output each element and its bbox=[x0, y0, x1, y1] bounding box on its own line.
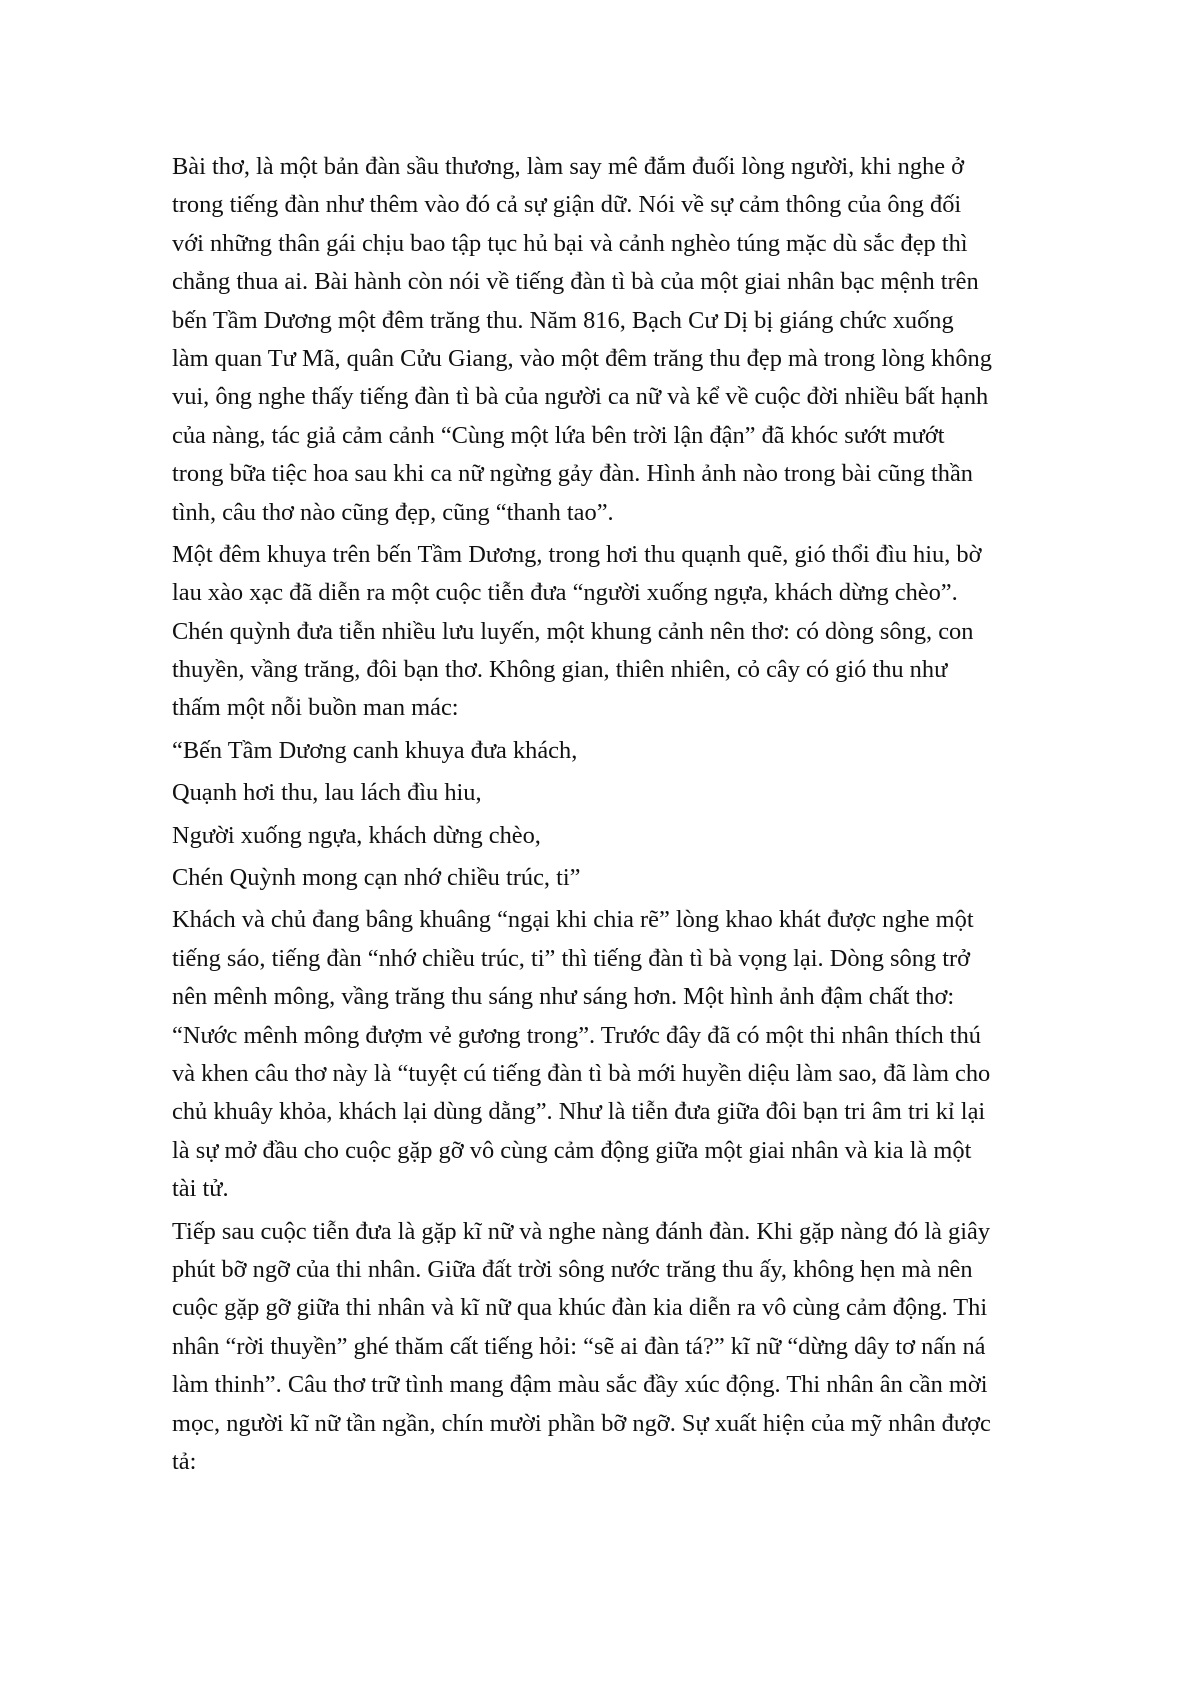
text-line: tiếng sáo, tiếng đàn “nhớ chiều trúc, ti” thì tiếng đàn tì bà vọng lại. Dòng sông trở bbox=[172, 944, 970, 972]
text-line: và khen câu thơ này là “tuyệt cú tiếng đàn tì bà mới huyền diệu làm sao, đã làm cho bbox=[172, 1059, 991, 1087]
text-line: phút bỡ ngỡ của thi nhân. Giữa đất trời sông nước trăng thu ấy, không hẹn mà nên bbox=[172, 1255, 973, 1283]
verse-line: Chén Quỳnh mong cạn nhớ chiều trúc, ti” bbox=[172, 864, 581, 892]
text-line: làm quan Tư Mã, quân Cửu Giang, vào một đêm trăng thu đẹp mà trong lòng không bbox=[172, 344, 992, 372]
text-line: với những thân gái chịu bao tập tục hủ bại và cảnh nghèo túng mặc dù sắc đẹp thì bbox=[172, 229, 968, 257]
paragraph-intro bbox=[172, 148, 1064, 532]
text-line: là sự mở đầu cho cuộc gặp gỡ vô cùng cảm động giữa một giai nhân và kia là một bbox=[172, 1136, 972, 1164]
text-line: Khách và chủ đang bâng khuâng “ngại khi chia rẽ” lòng khao khát được nghe một bbox=[172, 906, 974, 934]
text-line: làm thinh”. Câu thơ trữ tình mang đậm màu sắc đầy xúc động. Thi nhân ân cần mời bbox=[172, 1371, 988, 1399]
text-line: thấm một nỗi buồn man mác: bbox=[172, 694, 459, 722]
verse-line: Quạnh hơi thu, lau lách đìu hiu, bbox=[172, 779, 482, 807]
verse-line: “Bến Tầm Dương canh khuya đưa khách, bbox=[172, 736, 578, 764]
text-line: lau xào xạc đã diễn ra một cuộc tiễn đưa “người xuống ngựa, khách dừng chèo”. bbox=[172, 579, 958, 607]
text-line: vui, ông nghe thấy tiếng đàn tì bà của người ca nữ và kể về cuộc đời nhiều bất hạnh bbox=[172, 383, 989, 411]
text-line: chủ khuây khỏa, khách lại dùng dằng”. Như là tiễn đưa giữa đôi bạn tri âm tri kỉ lại bbox=[172, 1098, 986, 1126]
poem-verse-3 bbox=[172, 817, 1064, 855]
text-line: Một đêm khuya trên bến Tầm Dương, trong hơi thu quạnh quẽ, gió thổi đìu hiu, bờ bbox=[172, 540, 982, 568]
text-line: chẳng thua ai. Bài hành còn nói về tiếng đàn tì bà của một giai nhân bạc mệnh trên bbox=[172, 268, 979, 296]
text-line: tả: bbox=[172, 1447, 197, 1475]
text-line: thuyền, vầng trăng, đôi bạn thơ. Không gian, thiên nhiên, cỏ cây có gió thu như bbox=[172, 656, 948, 684]
paragraph-meeting bbox=[172, 1213, 1064, 1482]
text-line: Chén quỳnh đưa tiễn nhiều lưu luyến, một khung cảnh nên thơ: có dòng sông, con bbox=[172, 617, 974, 645]
text-line: trong bữa tiệc hoa sau khi ca nữ ngừng gảy đàn. Hình ảnh nào trong bài cũng thần bbox=[172, 460, 973, 488]
text-line: nhân “rời thuyền” ghé thăm cất tiếng hỏi: “sẽ ai đàn tá?” kĩ nữ “dừng dây tơ nấn ná bbox=[172, 1332, 986, 1360]
text-line: Tiếp sau cuộc tiễn đưa là gặp kĩ nữ và nghe nàng đánh đàn. Khi gặp nàng đó là giây bbox=[172, 1217, 991, 1245]
text-line: bến Tầm Dương một đêm trăng thu. Năm 816, Bạch Cư Dị bị giáng chức xuống bbox=[172, 306, 954, 334]
text-line: trong tiếng đàn như thêm vào đó cả sự giận dữ. Nói về sự cảm thông của ông đối bbox=[172, 191, 962, 219]
verse-line: Người xuống ngựa, khách dừng chèo, bbox=[172, 821, 541, 849]
text-line: mọc, người kĩ nữ tần ngần, chín mười phần bỡ ngỡ. Sự xuất hiện của mỹ nhân được bbox=[172, 1409, 991, 1437]
text-line: của nàng, tác giả cảm cảnh “Cùng một lứa bên trời lận đận” đã khóc sướt mướt bbox=[172, 421, 945, 449]
poem-verse-1 bbox=[172, 732, 1064, 770]
poem-verse-4 bbox=[172, 859, 1064, 897]
text-line: Bài thơ, là một bản đàn sầu thương, làm say mê đắm đuối lòng người, khi nghe ở bbox=[172, 153, 965, 180]
document-body bbox=[172, 148, 1064, 1481]
text-line: “Nước mênh mông đượm vẻ gương trong”. Trước đây đã có một thi nhân thích thú bbox=[172, 1021, 981, 1049]
text-line: nên mênh mông, vầng trăng thu sáng như sáng hơn. Một hình ảnh đậm chất thơ: bbox=[172, 983, 955, 1011]
poem-verse-2 bbox=[172, 774, 1064, 812]
text-line: tình, câu thơ nào cũng đẹp, cũng “thanh tao”. bbox=[172, 498, 614, 526]
paragraph-music-echo bbox=[172, 901, 1064, 1208]
paragraph-farewell-scene bbox=[172, 536, 1064, 728]
text-line: tài tử. bbox=[172, 1175, 229, 1203]
text-line: cuộc gặp gỡ giữa thi nhân và kĩ nữ qua khúc đàn kia diễn ra vô cùng cảm động. Thi bbox=[172, 1294, 988, 1322]
